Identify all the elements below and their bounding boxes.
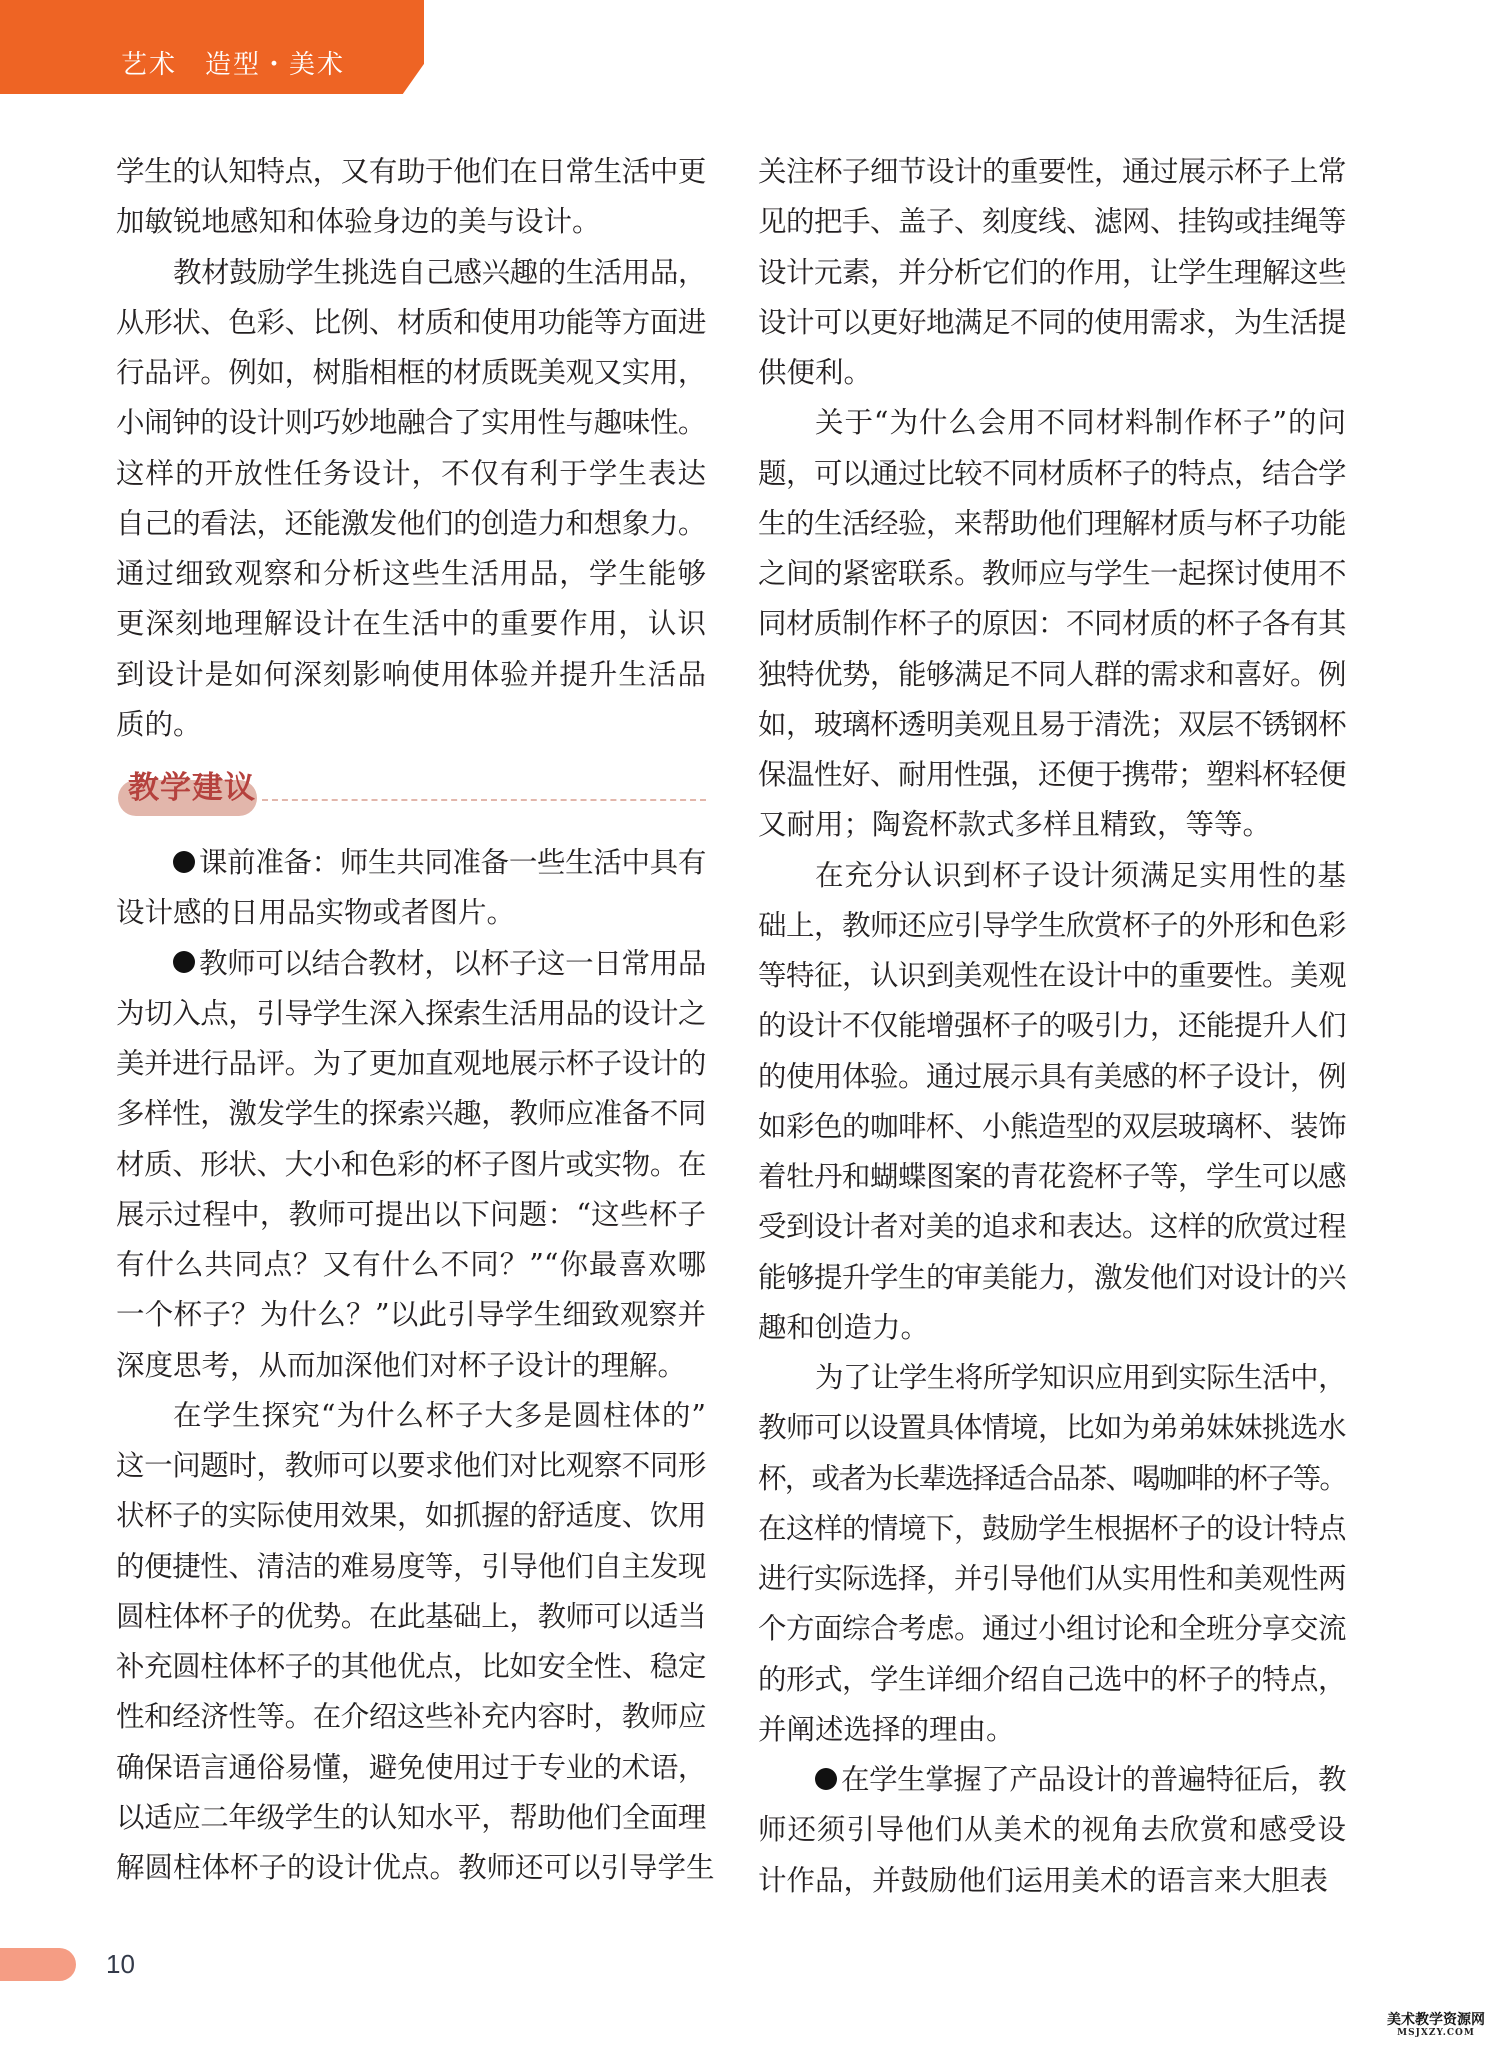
text-line <box>116 348 706 398</box>
bullet-icon <box>173 851 195 873</box>
text-line <box>116 398 706 448</box>
line-text: 课前准备：师生共同准备一些生活中具有 <box>199 846 706 879</box>
text-line <box>758 650 1346 700</box>
section-dashed-rule <box>262 799 706 801</box>
line-text: 见的把手、盖子、刻度线、滤网、挂钩或挂绳等 <box>758 205 1346 239</box>
text-line <box>758 700 1346 750</box>
text-line <box>116 888 706 938</box>
text-line <box>116 1140 706 1190</box>
paragraph <box>116 939 706 1391</box>
text-line <box>758 449 1346 499</box>
line-text: 着牡丹和蝴蝶图案的青花瓷杯子等，学生可以感 <box>758 1160 1346 1193</box>
paragraph <box>758 1353 1346 1755</box>
text-line <box>116 1089 706 1139</box>
text-line <box>758 549 1346 599</box>
line-text: 关注杯子细节设计的重要性，通过展示杯子上常 <box>758 155 1346 188</box>
line-text: 解圆柱体杯子的设计优点。教师还可以引导学生 <box>116 1851 715 1884</box>
line-text: 个方面综合考虑。通过小组讨论和全班分享交流 <box>758 1612 1346 1646</box>
text-line <box>116 650 706 700</box>
text-line <box>758 1052 1346 1102</box>
paragraph <box>758 1755 1346 1906</box>
text-line <box>758 800 1346 850</box>
line-text: 材质、形状、大小和色彩的杯子图片或实物。在 <box>116 1147 706 1181</box>
right-column <box>758 147 1346 1906</box>
text-line <box>116 989 706 1039</box>
line-text: 关于“为什么会用不同材料制作杯子”的问 <box>815 406 1346 440</box>
line-text: 有什么共同点？又有什么不同？”“你最喜欢哪 <box>116 1248 706 1281</box>
header-title: 艺术 造型・美术 <box>121 50 346 80</box>
paragraph <box>116 1391 715 1894</box>
line-text: 供便利。 <box>758 356 873 389</box>
line-text: 的形式，学生详细介绍自己选中的杯子的特点， <box>758 1662 1346 1696</box>
paragraph <box>758 851 1346 1354</box>
watermark-logo <box>1380 2012 1492 2038</box>
line-text: 教材鼓励学生挑选自己感兴趣的生活用品， <box>173 255 706 289</box>
line-text: 如彩色的咖啡杯、小熊造型的双层玻璃杯、装饰 <box>758 1109 1346 1143</box>
line-text: 行品评。例如，树脂相框的材质既美观又实用， <box>116 356 706 389</box>
line-text: 并阐述选择的理由。 <box>758 1712 1015 1746</box>
watermark-domain: MSJXZY.COM <box>1397 2028 1475 2038</box>
line-text: 为了让学生将所学知识应用到实际生活中， <box>815 1361 1346 1394</box>
line-text: 如，玻璃杯透明美观且易于清洗；双层不锈钢杯 <box>758 707 1346 741</box>
text-line <box>116 1542 706 1592</box>
text-line <box>758 1353 1346 1403</box>
text-line <box>116 939 706 989</box>
paragraph <box>116 248 706 751</box>
text-line <box>758 851 1346 901</box>
line-text: 进行实际选择，并引导他们从实用性和美观性两 <box>758 1562 1346 1595</box>
intro-section <box>116 147 706 750</box>
text-line <box>116 599 706 649</box>
line-text: 在这样的情境下，鼓励学生根据杯子的设计特点 <box>758 1511 1346 1545</box>
line-text: 同材质制作杯子的原因：不同材质的杯子各有其 <box>758 607 1346 641</box>
text-line <box>116 1391 706 1441</box>
text-line <box>758 1253 1346 1303</box>
text-line <box>116 1642 706 1692</box>
text-line <box>116 549 706 599</box>
paragraph <box>116 838 706 939</box>
left-column <box>116 147 715 1893</box>
bullet-icon <box>815 1768 837 1790</box>
text-line <box>116 1290 706 1340</box>
text-line <box>758 951 1346 1001</box>
line-text: 一个杯子？为什么？”以此引导学生细致观察并 <box>116 1298 706 1332</box>
text-line <box>758 248 1346 298</box>
line-text: 在充分认识到杯子设计须满足实用性的基 <box>815 858 1346 892</box>
text-line <box>758 1705 1346 1755</box>
line-text: 又耐用；陶瓷杯款式多样且精致，等等。 <box>758 808 1272 842</box>
text-line <box>116 1743 706 1793</box>
watermark-name: 美术教学资源网 <box>1387 2012 1485 2028</box>
text-line <box>758 147 1346 197</box>
text-line <box>758 1604 1346 1654</box>
text-line <box>758 1454 1346 1504</box>
line-text: 教师可以设置具体情境，比如为弟弟妹妹挑选水 <box>758 1411 1346 1445</box>
text-line <box>116 1441 706 1491</box>
text-line <box>116 1843 715 1893</box>
line-text: 学生的认知特点，又有助于他们在日常生活中更 <box>116 155 706 188</box>
text-line <box>116 449 706 499</box>
line-text: 之间的紧密联系。教师应与学生一起探讨使用不 <box>758 557 1346 590</box>
text-line <box>116 1039 706 1089</box>
line-text: 到设计是如何深刻影响使用体验并提升生活品 <box>116 657 706 691</box>
line-text: 的使用体验。通过展示具有美感的杯子设计，例 <box>758 1059 1346 1093</box>
text-line <box>116 499 706 549</box>
section-header <box>116 758 706 838</box>
bullet-icon <box>173 951 195 973</box>
paragraph <box>758 147 1346 398</box>
line-text: 圆柱体杯子的优势。在此基础上，教师可以适当 <box>116 1599 706 1633</box>
line-text: 展示过程中，教师可提出以下问题：“这些杯子 <box>116 1197 706 1231</box>
text-line <box>758 1554 1346 1604</box>
line-text: 题，可以通过比较不同材质杯子的特点，结合学 <box>758 456 1346 490</box>
text-line <box>116 298 706 348</box>
text-line <box>116 197 706 247</box>
line-text: 状杯子的实际使用效果，如抓握的舒适度、饮用 <box>116 1499 706 1533</box>
line-text: 确保语言通俗易懂，避免使用过于专业的术语， <box>116 1750 706 1784</box>
text-line <box>758 398 1346 448</box>
line-text: 设计元素，并分析它们的作用，让学生理解这些 <box>758 255 1346 289</box>
line-text: 生的生活经验，来帮助他们理解材质与杯子功能 <box>758 506 1346 540</box>
text-line <box>116 248 706 298</box>
text-line <box>116 1190 706 1240</box>
footer-pill <box>0 1948 76 1981</box>
line-text: 从形状、色彩、比例、材质和使用功能等方面进 <box>116 305 706 339</box>
line-text: 保温性好、耐用性强，还便于携带；塑料杯轻便 <box>758 758 1346 791</box>
paragraph <box>758 398 1346 850</box>
text-line <box>758 1001 1346 1051</box>
line-text: 计作品，并鼓励他们运用美术的语言来大胆表 <box>758 1863 1329 1897</box>
line-text: 性和经济性等。在介绍这些补充内容时，教师应 <box>116 1700 706 1734</box>
text-line <box>758 298 1346 348</box>
text-line <box>116 147 706 197</box>
text-line <box>758 1152 1346 1202</box>
line-text: 这样的开放性任务设计，不仅有利于学生表达 <box>116 456 706 490</box>
line-text: 趣和创造力。 <box>758 1310 930 1344</box>
teaching-suggestions <box>116 838 715 1893</box>
text-line <box>116 1692 706 1742</box>
text-line <box>758 1856 1346 1906</box>
text-line <box>758 1303 1346 1353</box>
line-text: 多样性，激发学生的探索兴趣，教师应准备不同 <box>116 1097 706 1131</box>
text-line <box>758 1102 1346 1152</box>
text-line <box>116 1592 706 1642</box>
line-text: 在学生掌握了产品设计的普遍特征后，教 <box>841 1763 1346 1796</box>
line-text: 更深刻地理解设计在生活中的重要作用，认识 <box>116 607 706 641</box>
line-text: 的便捷性、清洁的难易度等，引导他们自主发现 <box>116 1549 706 1583</box>
text-line <box>758 1755 1346 1805</box>
line-text: 以适应二年级学生的认知水平，帮助他们全面理 <box>116 1800 706 1834</box>
right-column-body <box>758 147 1346 1906</box>
line-text: 通过细致观察和分析这些生活用品，学生能够 <box>116 557 706 590</box>
line-text: 的设计不仅能增强杯子的吸引力，还能提升人们 <box>758 1009 1346 1043</box>
paragraph <box>116 147 706 248</box>
line-text: 加敏锐地感知和体验身边的美与设计。 <box>116 205 601 239</box>
line-text: 独特优势，能够满足不同人群的需求和喜好。例 <box>758 657 1346 691</box>
line-text: 在学生探究“为什么杯子大多是圆柱体的” <box>173 1398 706 1432</box>
text-line <box>758 499 1346 549</box>
line-text: 深度思考，从而加深他们对杯子设计的理解。 <box>116 1348 687 1382</box>
line-text: 自己的看法，还能激发他们的创造力和想象力。 <box>116 506 706 540</box>
line-text: 础上，教师还应引导学生欣赏杯子的外形和色彩 <box>758 908 1346 942</box>
text-line <box>758 197 1346 247</box>
text-line <box>758 1202 1346 1252</box>
text-line <box>758 1655 1346 1705</box>
line-text: 小闹钟的设计则巧妙地融合了实用性与趣味性。 <box>116 406 706 440</box>
line-text: 补充圆柱体杯子的其他优点，比如安全性、稳定 <box>116 1650 706 1683</box>
text-line <box>758 1504 1346 1554</box>
text-line <box>758 1403 1346 1453</box>
text-line <box>758 750 1346 800</box>
text-line <box>116 1240 706 1290</box>
line-text: 这一问题时，教师可以要求他们对比观察不同形 <box>116 1449 706 1482</box>
text-line <box>116 1491 706 1541</box>
line-text: 教师可以结合教材，以杯子这一日常用品 <box>199 946 706 980</box>
line-text: 师还须引导他们从美术的视角去欣赏和感受设 <box>758 1813 1346 1847</box>
text-line <box>758 901 1346 951</box>
line-text: 杯，或者为长辈选择适合品茶、喝咖啡的杯子等。 <box>758 1461 1346 1495</box>
section-title: 教学建议 <box>128 770 256 806</box>
line-text: 设计可以更好地满足不同的使用需求，为生活提 <box>758 305 1346 339</box>
line-text: 为切入点，引导学生深入探索生活用品的设计之 <box>116 996 706 1030</box>
text-line <box>116 838 706 888</box>
text-line <box>758 1805 1346 1855</box>
line-text: 等特征，认识到美观性在设计中的重要性。美观 <box>758 959 1346 992</box>
text-line <box>116 1341 706 1391</box>
line-text: 设计感的日用品实物或者图片。 <box>116 896 516 930</box>
text-line <box>116 1793 706 1843</box>
text-line <box>758 348 1346 398</box>
line-text: 受到设计者对美的追求和表达。这样的欣赏过程 <box>758 1210 1346 1244</box>
line-text: 美并进行品评。为了更加直观地展示杯子设计的 <box>116 1047 706 1080</box>
text-line <box>116 700 706 750</box>
text-line <box>758 599 1346 649</box>
line-text: 质的。 <box>116 707 202 741</box>
line-text: 能够提升学生的审美能力，激发他们对设计的兴 <box>758 1260 1346 1294</box>
page-number: 10 <box>106 1949 135 1979</box>
